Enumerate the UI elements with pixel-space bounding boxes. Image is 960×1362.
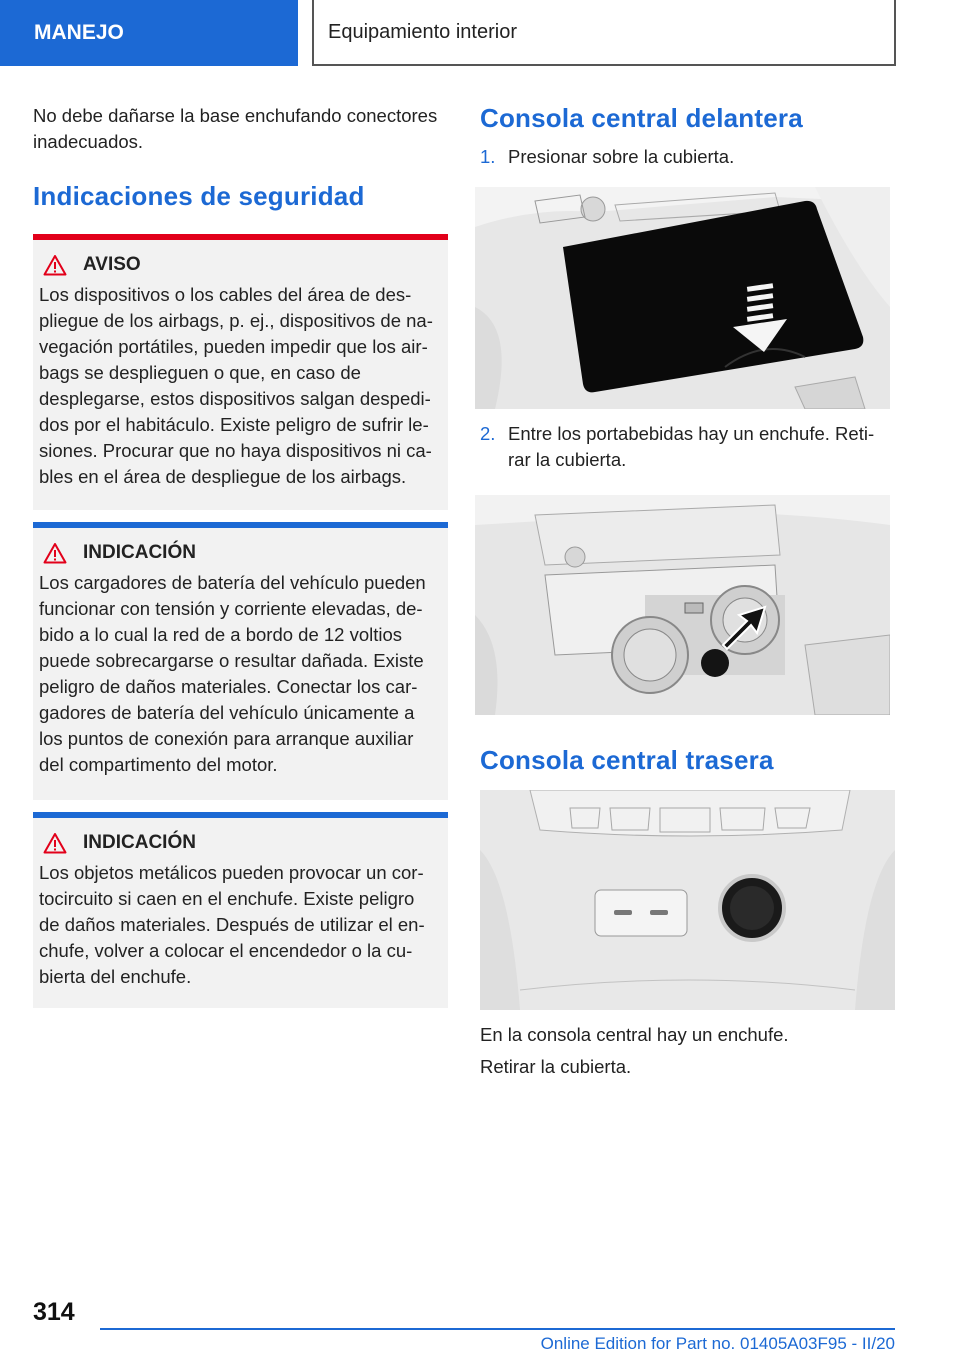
warning-triangle-icon xyxy=(43,254,67,276)
warning-triangle-icon xyxy=(43,832,67,854)
notice-title-row xyxy=(43,254,440,276)
footer-edition: Online Edition for Part no. 01405A03F95 - II/20 xyxy=(540,1334,895,1353)
intro-text: No debe dañarse la base enchufando conectores inadecuados. xyxy=(33,105,438,152)
footer-divider xyxy=(100,1328,895,1330)
safety-heading: Indicaciones de seguridad xyxy=(33,181,365,211)
rear-text-1: En la consola central hay un enchufe. xyxy=(480,1024,789,1045)
front-console-cover-illustration xyxy=(475,187,890,409)
notice-aviso xyxy=(33,234,448,510)
notice-title: INDICACIÓN xyxy=(83,832,196,853)
notice-text: Los cargadores de batería del vehículo pueden funcionar con tensión y corriente elevadas, de-bido a lo cual la red de a bordo de 12 voltios puede sobrecargarse o resultar dañada. Existe peligro de daños materiales. Conectar los car-gadores de batería del vehículo únicamente a los puntos de conexión para arranque auxiliar del compartimento del motor. xyxy=(39,572,426,775)
step-number: 2. xyxy=(480,423,496,444)
notice-title-row xyxy=(43,542,440,564)
step-text: Presionar sobre la cubierta. xyxy=(508,146,735,167)
page-number: 314 xyxy=(33,1298,75,1326)
notice-indicacion-1 xyxy=(33,522,448,800)
notice-indicacion-2 xyxy=(33,812,448,1008)
page-title xyxy=(312,0,896,66)
step-number: 1. xyxy=(480,146,496,167)
front-console-heading: Consola central delantera xyxy=(480,103,803,133)
section-label: MANEJO xyxy=(34,21,124,44)
warning-triangle-icon xyxy=(43,542,67,564)
rear-console-image xyxy=(480,790,895,1010)
steps-list-2 xyxy=(480,421,895,473)
section-tab xyxy=(0,0,298,66)
rear-console-heading: Consola central trasera xyxy=(480,745,774,775)
steps-list xyxy=(480,144,895,170)
notice-title-row xyxy=(43,832,440,854)
front-console-socket-illustration xyxy=(475,495,890,715)
step-item xyxy=(480,144,895,170)
step-text: Entre los portabebidas hay un enchufe. Reti-rar la cubierta. xyxy=(508,423,875,470)
notice-text: Los dispositivos o los cables del área de des-pliegue de los airbags, p. ej., dispositivos de na-vegación portátiles, pueden impedir que los air-bags se desplieguen o que, en caso de desplegarse, estos dispositivos salgan despedi-dos por el habitáculo. Existe peligro de sufrir le-siones. Procurar que no haya dispositivos ni ca-bles en el área de despliegue de los airbags. xyxy=(39,284,433,487)
notice-title: AVISO xyxy=(83,254,141,275)
rear-text-2: Retirar la cubierta. xyxy=(480,1056,632,1077)
notice-title: INDICACIÓN xyxy=(83,542,196,563)
rear-console-illustration xyxy=(480,790,895,1010)
front-console-cover-image xyxy=(475,187,890,409)
left-column xyxy=(33,103,448,1008)
front-console-socket-image xyxy=(475,495,890,715)
step-item xyxy=(480,421,895,473)
right-column xyxy=(480,103,895,1080)
notice-text: Los objetos metálicos pueden provocar un cor-tocircuito si caen en el enchufe. Existe peligro de daños materiales. Después de utilizar el en-chufe, volver a colocar el encendedor o la cu-bierta del enchufe. xyxy=(39,862,425,987)
page-title-text: Equipamiento interior xyxy=(328,20,517,43)
